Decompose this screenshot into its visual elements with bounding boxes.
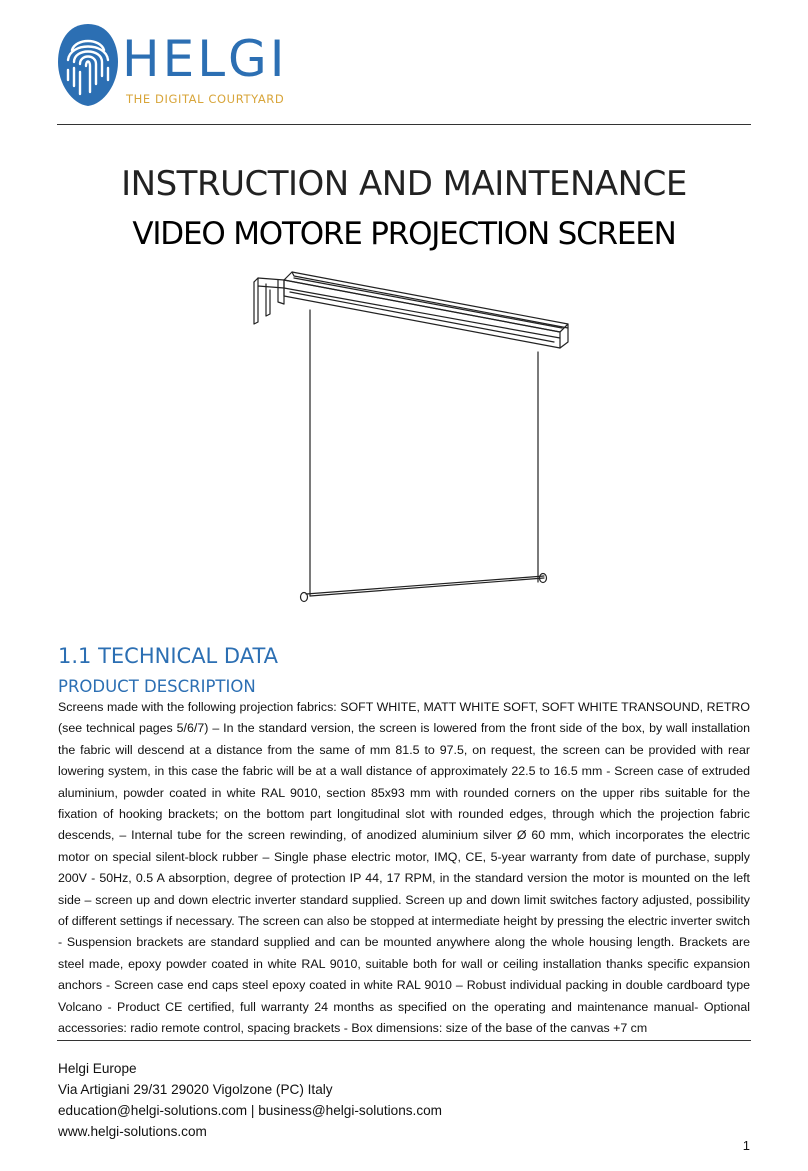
section-subheading: PRODUCT DESCRIPTION xyxy=(58,677,256,696)
brand-name: HELGI xyxy=(122,30,288,88)
projection-screen-icon xyxy=(244,266,574,612)
footer xyxy=(58,1058,442,1142)
document-subtitle: VIDEO MOTORE PROJECTION SCREEN xyxy=(132,216,676,252)
brand-tagline: THE DIGITAL COURTYARD xyxy=(126,92,285,106)
helgi-logo xyxy=(56,20,326,110)
footer-website: www.helgi-solutions.com xyxy=(58,1124,207,1139)
footer-company: Helgi Europe xyxy=(58,1061,137,1076)
page-number: 1 xyxy=(742,1138,750,1153)
product-description-text: Screens made with the following projection fabrics: SOFT WHITE, MATT WHITE SOFT, SOFT WHITE TRANSOUND, RETRO (see technical pages 5/6/7) – In the standard version, the screen is lowered from the front side of the box, by wall installation the fabric will descend at a distance from the same of mm 81.5 to 97.5, on request, the screen can be provided with rear lowering system, in this case the fabric will be at a wall distance of approximately 22.5 to 16.5 mm - Screen case of extruded aluminium, powder coated in white RAL 9010, section 85x93 mm with rounded corners on the upper ribs suitable for the fixation of hooking brackets; on the bottom part longitudinal slot with rounded edges, through which the projection fabric descends, – Internal tube for the screen rewinding, of anodized aluminium silver Ø 60 mm, which incorporates the electric motor on special silent-block rubber – Single phase electric motor, IMQ, CE, 5-year warranty from date of purchase, supply 200V - 50Hz, 0.5 A absorption, degree of protection IP 44, 17 RPM, in the standard version the motor is mounted on the left side – screen up and down electric inverter standard supplied. Screen up and down limit switches factory adjusted, possibility of different settings if necessary. The screen can also be stopped at intermediate height by pressing the electric inverter switch - Suspension brackets are standard supplied and can be mounted anywhere along the whole housing length. Brackets are steel made, epoxy powder coated in white RAL 9010, suitable both for wall or ceiling installation thanks specific expansion anchors - Screen case end caps steel epoxy coated in white RAL 9010 – Robust individual packing in double cardboard type Volcano - Product CE certified, full warranty 24 months as specified on the operating and maintenance manual- Optional accessories: radio remote control, spacing brackets - Box dimensions: size of the base of the canvas +7 cm xyxy=(58,700,750,1036)
document-title: INSTRUCTION AND MAINTENANCE xyxy=(121,164,687,204)
footer-address: Via Artigiani 29/31 29020 Vigolzone (PC) Italy xyxy=(58,1082,333,1097)
footer-emails: education@helgi-solutions.com | business@helgi-solutions.com xyxy=(58,1103,443,1118)
header-divider xyxy=(57,124,751,125)
footer-divider xyxy=(57,1040,751,1041)
section-heading: 1.1 TECHNICAL DATA xyxy=(58,644,279,668)
fingerprint-icon xyxy=(56,20,120,108)
